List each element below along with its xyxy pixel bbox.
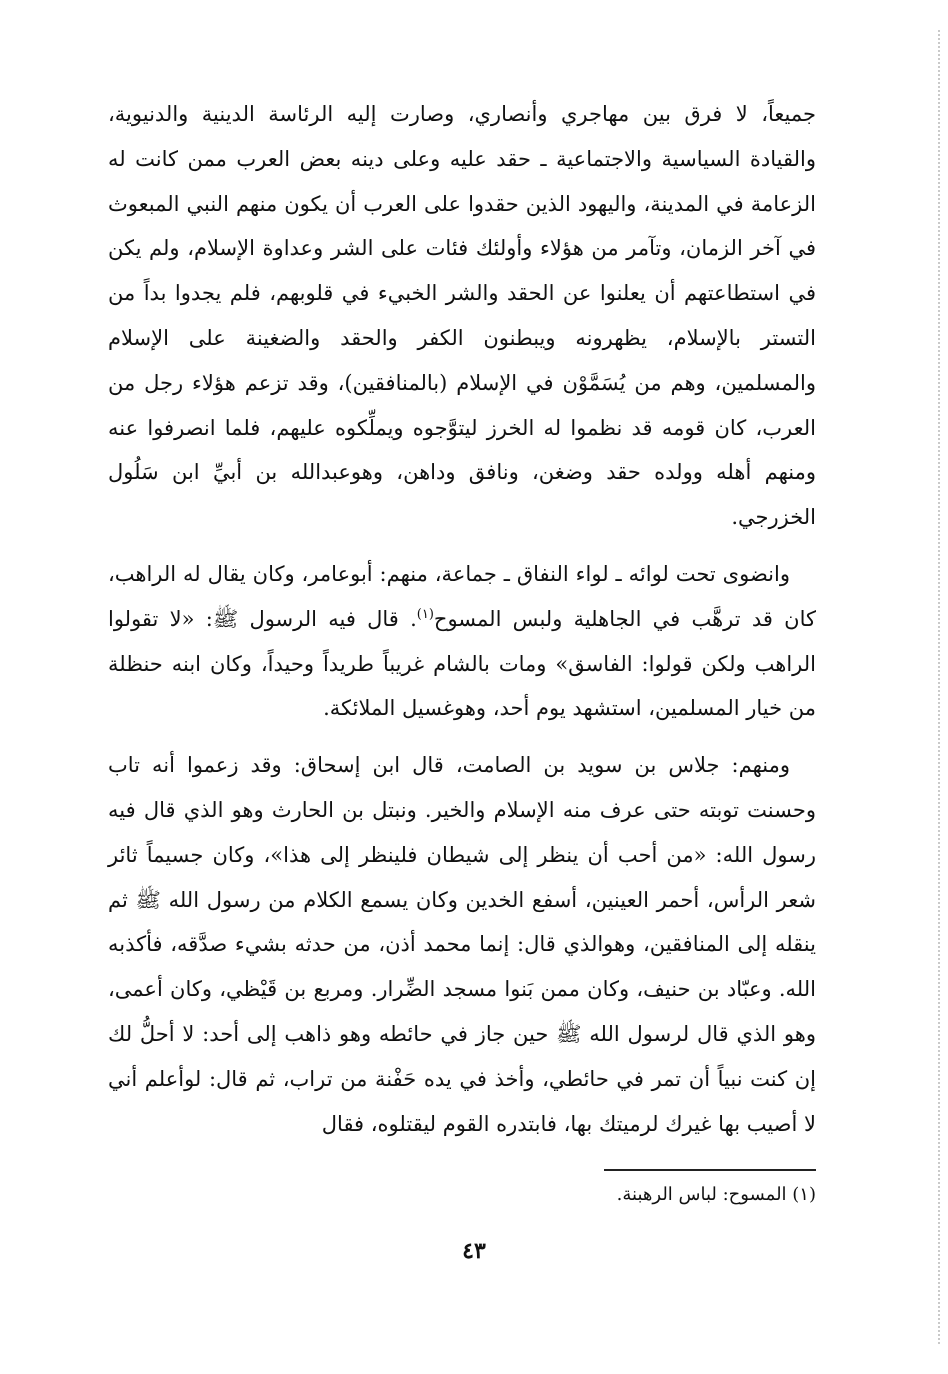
paragraph-3: ومنهم: جلاس بن سويد بن الصامت، قال ابن إسحاق: وقد زعموا أنه تاب وحسنت توبته حتى عرف منه الإسلام والخير. ونبتل بن الحارث وهو الذي قال فيه رسول الله: «من أحب أن ينظر إلى شيطان فلينظر إلى هذا»، وكان جسيماً ثائر شعر الرأس، أحمر العينين، أسفع الخدين وكان يسمع الكلام من رسول الله ﷺ ثم ينقله إلى المنافقين، وهوالذي قال: إنما محمد أذن، من حدثه بشيء صدَّقه، فأكذبه الله. وعبّاد بن حنيف، وكان ممن بَنوا مسجد الضِّرار. ومربع بن قَيْظي، وكان أعمى، وهو الذي قال لرسول الله ﷺ حين جاز في حائطه وهو ذاهب إلى أحد: لا أحلُّ لك إن كنت نبياً أن تمر في حائطي، وأخذ في يده حَفْنة من تراب، ثم قال: لوأعلم أني لا أصيب بها غيرك لرميتك بها، فابتدره القوم ليقتلوه، فقال (108, 753, 817, 1136)
footnote: (١) المسوح: لباس الرهبنة. (616, 1184, 816, 1205)
main-text (108, 92, 816, 1146)
page-edge-dots (938, 30, 940, 1344)
paragraph-2 (108, 552, 816, 731)
footnote-reference[interactable]: (١) (416, 606, 434, 622)
paragraph-2-text-before: وانضوى تحت لوائه ـ لواء النفاق ـ جماعة، منهم: أبوعامر، وكان يقال له الراهب، كان قد ترهَّب في الجاهلية ولبس المسوح (108, 561, 816, 631)
page-number: ٤٣ (462, 1238, 486, 1264)
paragraph-2-text-after: . قال فيه الرسول ﷺ: «لا تقولوا الراهب ولكن قولوا: الفاسق» ومات بالشام غريباً طريداً وحيداً، وكان ابنه حنظلة من خيار المسلمين، استشهد يوم أحد، وهوغسيل الملائكة. (108, 606, 816, 721)
footnote-separator (604, 1169, 816, 1171)
paragraph-1: جميعاً، لا فرق بين مهاجري وأنصاري، وصارت إليه الرئاسة الدينية والدنيوية، والقيادة السياسية والاجتماعية ـ حقد عليه وعلى دينه بعض العرب ممن كانت له الزعامة في المدينة، واليهود الذين حقدوا على العرب أن يكون منهم النبي المبعوث في آخر الزمان، وتآمر من هؤلاء وأولئك فئات على الشر وعداوة الإسلام، ولم يكن في استطاعتهم أن يعلنوا عن الحقد والشر الخبيء في قلوبهم، فلم يجدوا بداً من التستر بالإسلام، يظهرونه ويبطنون الكفر والحقد والضغينة على الإسلام والمسلمين، وهم من يُسَمَّوْن في الإسلام (بالمنافقين)، وقد تزعم هؤلاء رجل من العرب، كان قومه قد نظموا له الخرز ليتوَّجوه ويملِّكوه عليهم، فلما انصرفوا عنه ومنهم أهله وولده حقد وضغن، ونافق وداهن، وهوعبدالله بن أبيِّ ابن سَلُول الخزرجي. (108, 102, 816, 530)
